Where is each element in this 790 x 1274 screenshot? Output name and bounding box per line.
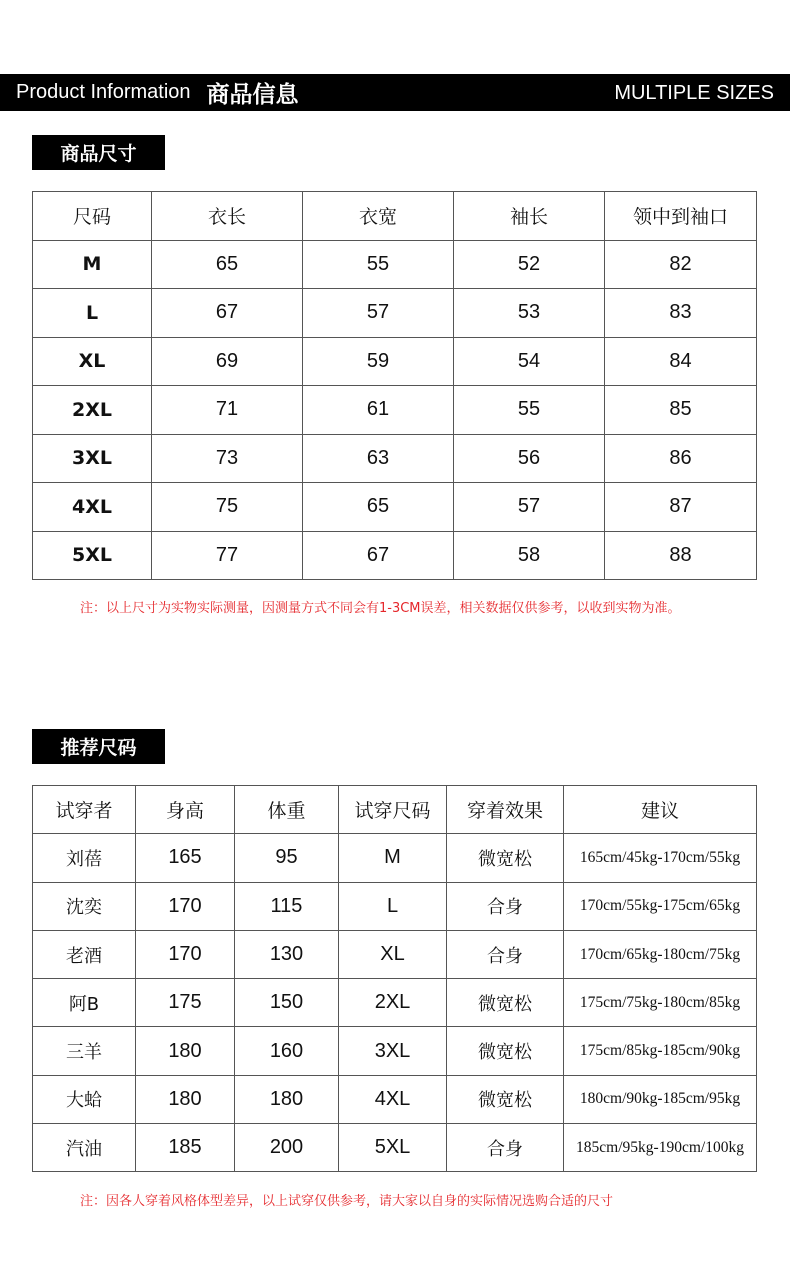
size-header-cell: 衣宽 (303, 192, 454, 241)
size-section-label: 商品尺寸 (32, 135, 165, 170)
value-cell: 57 (303, 289, 454, 338)
tester-name-cell: 阿B (33, 979, 136, 1027)
weight-cell: 160 (235, 1027, 339, 1075)
value-cell: 73 (152, 434, 303, 483)
tried-size-cell: 5XL (339, 1124, 447, 1172)
suggestion-cell: 165cm/45kg-170cm/55kg (564, 834, 757, 882)
table-row (33, 930, 757, 978)
height-cell: 170 (136, 930, 235, 978)
size-cell: L (33, 289, 152, 338)
value-cell: 63 (303, 434, 454, 483)
size-cell: 2XL (33, 386, 152, 435)
banner-multiple-sizes: MULTIPLE SIZES (614, 82, 774, 104)
tester-name-cell: 汽油 (33, 1124, 136, 1172)
fit-effect-cell: 微宽松 (447, 1075, 564, 1123)
tried-size-cell: L (339, 882, 447, 930)
tester-name-cell: 老酒 (33, 930, 136, 978)
tester-name-cell: 刘蓓 (33, 834, 136, 882)
value-cell: 55 (454, 386, 605, 435)
table-row (33, 386, 757, 435)
tried-size-cell: 3XL (339, 1027, 447, 1075)
size-table (32, 191, 757, 580)
suggestion-cell: 180cm/90kg-185cm/95kg (564, 1075, 757, 1123)
table-row (33, 240, 757, 289)
tried-size-cell: M (339, 834, 447, 882)
suggestion-cell: 185cm/95kg-190cm/100kg (564, 1124, 757, 1172)
tried-size-cell: XL (339, 930, 447, 978)
fit-reference-note: 注：因各人穿着风格体型差异，以上试穿仅供参考，请大家以自身的实际情况选购合适的尺寸 (80, 1194, 614, 1209)
table-row (33, 1027, 757, 1075)
height-cell: 180 (136, 1027, 235, 1075)
weight-cell: 180 (235, 1075, 339, 1123)
table-row (33, 337, 757, 386)
fit-effect-cell: 合身 (447, 930, 564, 978)
value-cell: 57 (454, 483, 605, 532)
banner-title-en: Product Information (16, 81, 191, 103)
height-cell: 175 (136, 979, 235, 1027)
weight-cell: 115 (235, 882, 339, 930)
value-cell: 67 (152, 289, 303, 338)
value-cell: 83 (605, 289, 757, 338)
tester-name-cell: 三羊 (33, 1027, 136, 1075)
weight-cell: 130 (235, 930, 339, 978)
size-cell: XL (33, 337, 152, 386)
table-row (33, 434, 757, 483)
rec-header-cell: 建议 (564, 786, 757, 834)
value-cell: 67 (303, 531, 454, 580)
table-row (33, 483, 757, 532)
value-cell: 86 (605, 434, 757, 483)
table-row (33, 1075, 757, 1123)
tester-name-cell: 沈奕 (33, 882, 136, 930)
value-cell: 55 (303, 240, 454, 289)
tried-size-cell: 2XL (339, 979, 447, 1027)
table-row (33, 1124, 757, 1172)
height-cell: 165 (136, 834, 235, 882)
rec-header-cell: 试穿者 (33, 786, 136, 834)
value-cell: 82 (605, 240, 757, 289)
value-cell: 61 (303, 386, 454, 435)
suggestion-cell: 170cm/55kg-175cm/65kg (564, 882, 757, 930)
value-cell: 53 (454, 289, 605, 338)
rec-header-cell: 试穿尺码 (339, 786, 447, 834)
size-cell: 4XL (33, 483, 152, 532)
size-header-cell: 袖长 (454, 192, 605, 241)
height-cell: 170 (136, 882, 235, 930)
banner-title-cn: 商品信息 (206, 82, 299, 108)
table-row (33, 882, 757, 930)
value-cell: 85 (605, 386, 757, 435)
fit-effect-cell: 合身 (447, 882, 564, 930)
weight-cell: 150 (235, 979, 339, 1027)
size-header-cell: 尺码 (33, 192, 152, 241)
value-cell: 88 (605, 531, 757, 580)
fit-effect-cell: 微宽松 (447, 979, 564, 1027)
product-info-banner (0, 74, 790, 111)
value-cell: 59 (303, 337, 454, 386)
value-cell: 84 (605, 337, 757, 386)
size-cell: 3XL (33, 434, 152, 483)
rec-header-cell: 穿着效果 (447, 786, 564, 834)
value-cell: 71 (152, 386, 303, 435)
value-cell: 54 (454, 337, 605, 386)
value-cell: 75 (152, 483, 303, 532)
fit-effect-cell: 微宽松 (447, 834, 564, 882)
table-row (33, 531, 757, 580)
height-cell: 185 (136, 1124, 235, 1172)
height-cell: 180 (136, 1075, 235, 1123)
table-row (33, 289, 757, 338)
weight-cell: 95 (235, 834, 339, 882)
tried-size-cell: 4XL (339, 1075, 447, 1123)
rec-header-cell: 身高 (136, 786, 235, 834)
table-row (33, 834, 757, 882)
value-cell: 87 (605, 483, 757, 532)
recommended-size-label: 推荐尺码 (32, 729, 165, 764)
suggestion-cell: 175cm/75kg-180cm/85kg (564, 979, 757, 1027)
value-cell: 52 (454, 240, 605, 289)
size-header-cell: 衣长 (152, 192, 303, 241)
table-row (33, 979, 757, 1027)
rec-header-cell: 体重 (235, 786, 339, 834)
value-cell: 65 (152, 240, 303, 289)
value-cell: 69 (152, 337, 303, 386)
suggestion-cell: 175cm/85kg-185cm/90kg (564, 1027, 757, 1075)
suggestion-cell: 170cm/65kg-180cm/75kg (564, 930, 757, 978)
value-cell: 58 (454, 531, 605, 580)
size-cell: M (33, 240, 152, 289)
weight-cell: 200 (235, 1124, 339, 1172)
value-cell: 65 (303, 483, 454, 532)
fit-effect-cell: 微宽松 (447, 1027, 564, 1075)
size-cell: 5XL (33, 531, 152, 580)
value-cell: 56 (454, 434, 605, 483)
fit-effect-cell: 合身 (447, 1124, 564, 1172)
value-cell: 77 (152, 531, 303, 580)
size-table-header-row (33, 192, 757, 241)
tester-name-cell: 大蛤 (33, 1075, 136, 1123)
recommendation-table (32, 785, 757, 1172)
size-measurement-note: 注：以上尺寸为实物实际测量，因测量方式不同会有1-3CM误差，相关数据仅供参考，以收到实物为准。 (80, 601, 681, 616)
size-header-cell: 领中到袖口 (605, 192, 757, 241)
rec-table-header-row (33, 786, 757, 834)
